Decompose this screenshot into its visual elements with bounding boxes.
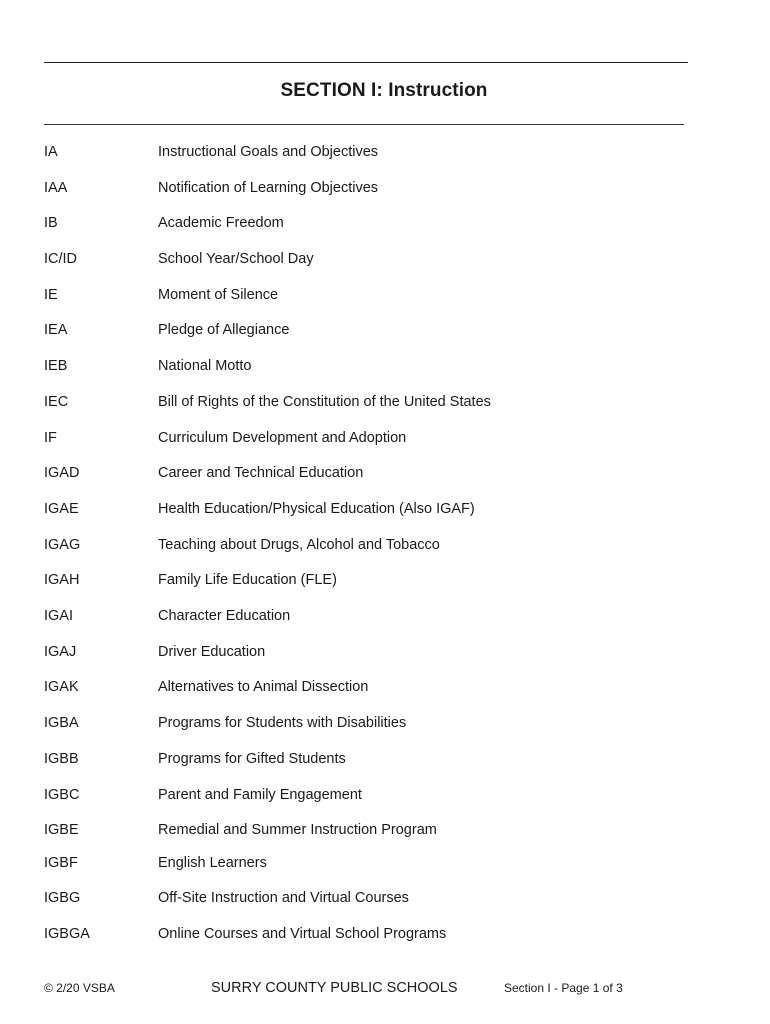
policy-title: Academic Freedom [158,215,284,231]
policy-code: IAA [44,180,68,196]
policy-code: IGBB [44,751,79,767]
policy-title: Character Education [158,608,291,624]
footer-page-number: Section I - Page 1 of 3 [504,981,623,995]
list-item [0,213,770,233]
policy-code: IEB [44,358,68,374]
policy-title: National Motto [158,358,252,374]
top-rule [44,62,688,63]
policy-title: Alternatives to Animal Dissection [158,679,369,695]
policy-title: Off-Site Instruction and Virtual Courses [158,890,409,906]
policy-code: IGBC [44,787,80,803]
policy-title: Notification of Learning Objectives [158,180,379,196]
policy-code: IGAK [44,679,79,695]
policy-title: Programs for Students with Disabilities [158,715,407,731]
list-item [0,888,770,908]
policy-code: IGAI [44,608,74,624]
policy-code: IGAJ [44,644,77,660]
list-item [0,142,770,162]
list-item [0,853,770,873]
policy-title: Bill of Rights of the Constitution of the United States [158,394,491,410]
policy-title: Instructional Goals and Objectives [158,144,379,160]
title-rule [44,124,684,125]
policy-code: IGBF [44,855,78,871]
list-item [0,249,770,269]
policy-code: IGAH [44,572,80,588]
list-item [0,924,770,944]
policy-code: IEA [44,322,68,338]
policy-code: IE [44,287,58,303]
policy-code: IGBE [44,822,79,838]
policy-title: Moment of Silence [158,287,279,303]
policy-title: Programs for Gifted Students [158,751,346,767]
list-item [0,820,770,840]
policy-title: Parent and Family Engagement [158,787,362,803]
policy-title: Driver Education [158,644,266,660]
policy-title: Online Courses and Virtual School Programs [158,926,447,942]
policy-code: IF [44,430,57,446]
list-item [0,606,770,626]
list-item [0,642,770,662]
list-item [0,713,770,733]
policy-code: IGAE [44,501,79,517]
policy-code: IEC [44,394,69,410]
policy-code: IC/ID [44,251,78,267]
policy-code: IGAD [44,465,80,481]
list-item [0,178,770,198]
policy-code: IGAG [44,537,81,553]
list-item [0,463,770,483]
policy-code: IGBA [44,715,79,731]
policy-title: School Year/School Day [158,251,314,267]
list-item [0,356,770,376]
policy-title: Teaching about Drugs, Alcohol and Tobacco [158,537,440,553]
list-item [0,749,770,769]
policy-code: IA [44,144,58,160]
list-item [0,785,770,805]
policy-title: Career and Technical Education [158,465,364,481]
policy-title: Curriculum Development and Adoption [158,430,407,446]
policy-code: IGBGA [44,926,90,942]
list-item [0,285,770,305]
policy-title: English Learners [158,855,267,871]
policy-title: Health Education/Physical Education (Also IGAF) [158,501,475,517]
policy-title: Pledge of Allegiance [158,322,290,338]
list-item [0,428,770,448]
policy-title: Family Life Education (FLE) [158,572,337,588]
list-item [0,499,770,519]
policy-code: IGBG [44,890,81,906]
footer-copyright: © 2/20 VSBA [44,981,115,995]
policy-code: IB [44,215,58,231]
footer-organization: SURRY COUNTY PUBLIC SCHOOLS [211,980,458,996]
policy-title: Remedial and Summer Instruction Program [158,822,437,838]
list-item [0,535,770,555]
page-title: SECTION I: Instruction [280,80,488,101]
list-item [0,677,770,697]
list-item [0,320,770,340]
list-item [0,570,770,590]
list-item [0,392,770,412]
